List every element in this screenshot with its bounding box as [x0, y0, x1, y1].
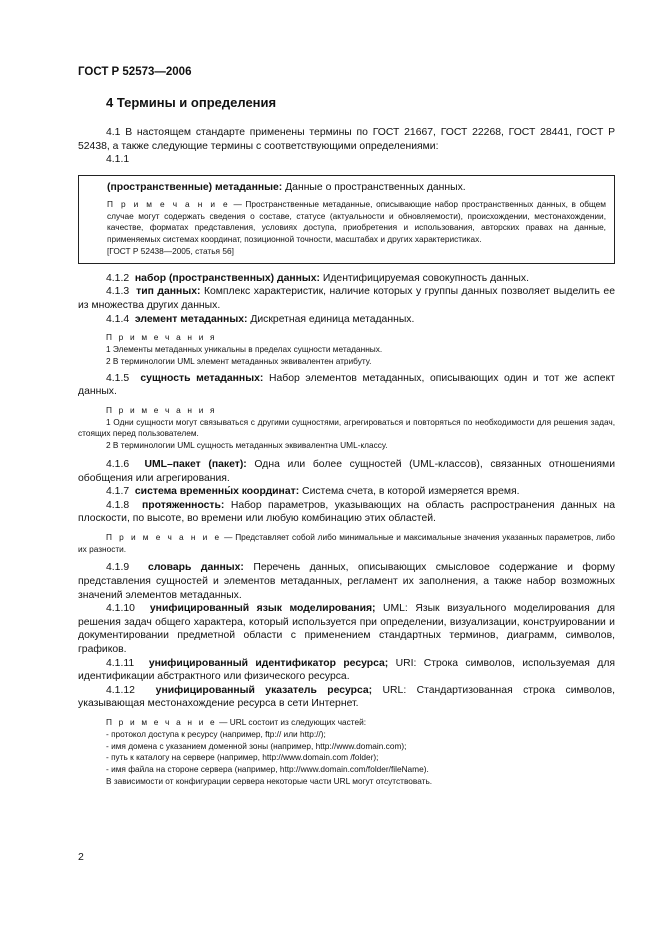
section-body — [78, 126, 615, 788]
term-4-1-12: 4.1.12 унифицированный указатель ресурса; URL: Стандартизованная строка символов, указывающая местонахождение ресурса в сети Интернет. — [78, 684, 615, 710]
note-4-1-12-item: - путь к каталогу на сервере (например, http://www.domain.com /folder); — [106, 752, 379, 763]
term-4-1-11: 4.1.11 унифицированный идентификатор ресурса; URI: Строка символов, используемая для идентификации абстрактного или физического ресурса. — [78, 657, 616, 683]
note-4-1-12-item: - протокол доступа к ресурсу (например, ftp:// или http://); — [106, 728, 326, 739]
note-4-1-12-item: - имя файла на стороне сервера (например, http://www.domain.com/folder/fileName). — [106, 764, 429, 775]
box-note — [107, 199, 606, 246]
box-term: (пространственные) метаданные: — [107, 181, 283, 193]
intro-paragraph: 4.1 В настоящем стандарте применены термины по ГОСТ 21667, ГОСТ 22268, ГОСТ 28441, ГОСТ Р 52438, а также следующие термины с соответствующими определениями: — [78, 127, 615, 152]
term-4-1-2: 4.1.2 набор (пространственных) данных: Идентифицируемая совокупность данных. — [106, 272, 529, 284]
notes-4-1-5-label: П р и м е ч а н и я — [106, 404, 217, 415]
note-4-1-8: П р и м е ч а н и е — Представляет собой либо минимальные и максимальные значения указанных параметров, либо их разности. — [78, 531, 615, 554]
term-4-1-7: 4.1.7 система временны́х координат: Система счета, в которой измеряется время. — [106, 486, 520, 498]
box-definition — [107, 181, 606, 195]
notes-4-1-4-item: 1 Элементы метаданных уникальны в пределах сущности метаданных. — [106, 343, 383, 354]
section-title: 4 Термины и определения — [106, 95, 277, 110]
term-4-1-9: 4.1.9 словарь данных: Перечень данных, описывающих смысловое содержание и форму представления сущностей и элементов метаданных, регламент их заполнения, а также набор возможных значений элементов метаданных. — [78, 562, 615, 601]
term-4-1-3: 4.1.3 тип данных: Комплекс характеристик, наличие которых у группы данных позволяет выделить ее из множества других данных. — [78, 286, 615, 311]
notes-4-1-4-item: 2 В терминологии UML элемент метаданных эквивалентен атрибуту. — [106, 355, 372, 366]
term-4-1-5: 4.1.5 сущность метаданных: Набор элементов метаданных, описывающих один и тот же аспект данных. — [78, 372, 616, 398]
box-note-text: — Пространственные метаданные, описывающие набор пространственных данных, в общем случае могут содержать сведения о составе, статусе (актуальности и обновляемости), происхождении, местонахождении, качестве, форматах представления, условиях доступа, приобретения и использования, авторских правах на данные, применяемых системах координат, позиционной точности, масштабах и других характеристиках. — [107, 198, 606, 245]
note-4-1-12-item: - имя домена с указанием доменной зоны (например, http://www.domain.com); — [106, 740, 407, 751]
box-note-label: П р и м е ч а н и е — [107, 198, 230, 209]
note-4-1-12-final: В зависимости от конфигурации сервера некоторые части URL могут отсутствовать. — [106, 775, 433, 786]
definition-box — [78, 175, 615, 264]
note-4-1-12: П р и м е ч а н и е — URL состоит из следующих частей: — [106, 717, 367, 727]
notes-4-1-5-item: 1 Одни сущности могут связываться с другими сущностями, агрегироваться и повторяться по необходимости для решения задач, стоящих перед пользователем. — [78, 416, 615, 439]
box-reference: [ГОСТ Р 52438—2005, статья 56] — [107, 245, 234, 256]
notes-4-1-5-item: 2 В терминологии UML сущность метаданных эквивалентна UML-классу. — [106, 440, 388, 451]
document-header: ГОСТ Р 52573—2006 — [78, 66, 192, 78]
term-4-1-8: 4.1.8 протяженность: Набор параметров, указывающих на область распространения данных на плоскости, по высоте, во времени или любую комбинацию этих областей. — [78, 499, 615, 525]
page-number: 2 — [78, 851, 84, 863]
term-4-1-1-number: 4.1.1 — [106, 154, 130, 166]
notes-4-1-4-label: П р и м е ч а н и я — [106, 332, 217, 343]
box-def: Данные о пространственных данных. — [282, 181, 466, 193]
term-4-1-6: 4.1.6 UML–пакет (пакет): Одна или более сущностей (UML-классов), связанных отношениями обобщения или агрегирования. — [78, 458, 615, 484]
term-4-1-10: 4.1.10 унифицированный язык моделирования; UML: Язык визуального моделирования для решения задач общего характера, который используется при определении, визуализации, конструировании и документировании предметной области с применением стандартных терминов, диаграмм, символов, графиков. — [78, 603, 615, 656]
term-4-1-4: 4.1.4 элемент метаданных: Дискретная единица метаданных. — [106, 313, 415, 325]
